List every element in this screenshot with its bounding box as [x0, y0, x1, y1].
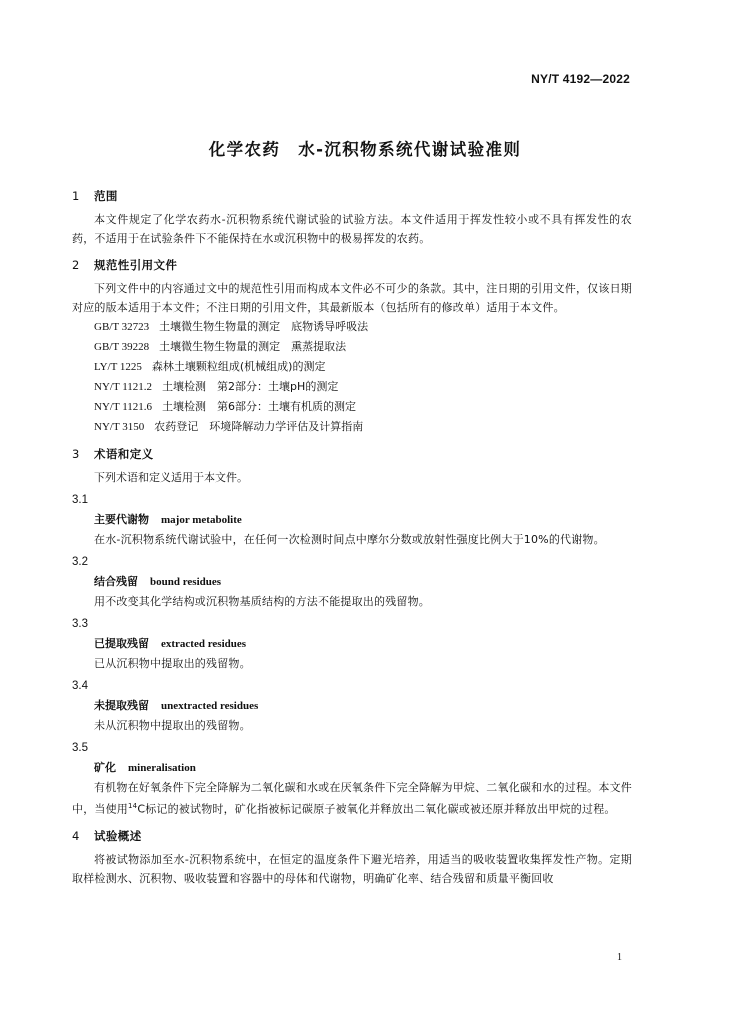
term-definition	[72, 778, 632, 819]
term-cn: 已提取残留	[94, 637, 149, 650]
document-title: 化学农药 水-沉积物系统代谢试验准则	[208, 140, 522, 159]
term-definition-part-b: C标记的被试物时，矿化指被标记碳原子被氧化并释放出二氧化碳或被还原并释放出甲烷的过程。	[137, 802, 616, 816]
section-heading-1	[72, 188, 632, 204]
scope-paragraph: 本文件规定了化学农药水-沉积物系统代谢试验的试验方法。本文件适用于挥发性较小或不具有挥发性的农药，不适用于在试验条件下不能保持在水或沉积物中的极易挥发的农药。	[72, 213, 632, 245]
term-number: 3.1	[72, 494, 88, 506]
reference-code: LY/T 1225	[94, 361, 142, 373]
reference-item	[72, 377, 632, 397]
test-overview-paragraph: 将被试物添加至水-沉积物系统中，在恒定的温度条件下避光培养，用适当的吸收装置收集挥发性产物。定期取样检测水、沉积物、吸收装置和容器中的母体和代谢物，明确矿化率、结合残留和质量平衡回收	[72, 852, 632, 885]
reference-item	[72, 417, 632, 437]
standard-code: NY/T 4192—2022	[531, 72, 630, 86]
reference-title: 农药登记 环境降解动力学评估及计算指南	[154, 420, 364, 433]
reference-title: 土壤检测 第6部分：土壤有机质的测定	[162, 400, 357, 413]
section-number: 4	[72, 828, 80, 843]
section-number: 3	[72, 447, 80, 461]
terms-intro: 下列术语和定义适用于本文件。	[94, 471, 248, 484]
section-number: 2	[72, 258, 80, 272]
term-definition: 未从沉积物中提取出的残留物。	[94, 719, 251, 732]
reference-code: GB/T 39228	[94, 341, 150, 353]
term-number: 3.4	[72, 680, 88, 692]
reference-code: GB/T 32723	[94, 321, 150, 333]
term-cn: 矿化	[94, 761, 116, 774]
reference-code: NY/T 1121.2	[94, 381, 153, 393]
reference-code: NY/T 3150	[94, 421, 145, 433]
normative-references-paragraph: 下列文件中的内容通过文中的规范性引用而构成本文件必不可少的条款。其中，注日期的引用文件，仅该日期对应的版本适用于本文件；不注日期的引用文件，其最新版本（包括所有的修改单）适用于本文件。	[72, 282, 632, 314]
term-cn: 主要代谢物	[94, 513, 149, 526]
term-cn: 未提取残留	[94, 699, 149, 712]
term-definition: 用不改变其化学结构或沉积物基质结构的方法不能提取出的残留物。	[94, 595, 430, 608]
term-name	[72, 758, 632, 778]
term-cn: 结合残留	[94, 575, 138, 588]
reference-title: 土壤微生物生物量的测定 底物诱导呼吸法	[159, 320, 369, 333]
section-heading-4	[72, 828, 632, 844]
term-name	[72, 696, 632, 716]
section-title: 范围	[94, 189, 118, 203]
reference-title: 土壤微生物生物量的测定 熏蒸提取法	[159, 340, 347, 353]
section-title: 术语和定义	[94, 447, 154, 461]
term-definition-part-a: 有机物在好氧条件下完全降解为二氧化碳和水或在厌氧条件下完全降解为甲烷、二氧化碳和水的过程。本文件中，当使用	[72, 781, 632, 816]
reference-item	[72, 317, 632, 337]
section-title: 试验概述	[94, 828, 142, 843]
section-heading-3	[72, 446, 632, 462]
reference-code: NY/T 1121.6	[94, 401, 153, 413]
reference-item	[72, 357, 632, 377]
term-en: extracted residues	[161, 638, 247, 650]
term-number: 3.2	[72, 556, 88, 568]
isotope-superscript: 14	[128, 802, 138, 810]
term-number: 3.5	[72, 742, 88, 754]
term-en: unextracted residues	[161, 700, 259, 712]
reference-title: 土壤检测 第2部分：土壤pH的测定	[162, 380, 339, 393]
term-number: 3.3	[72, 618, 88, 630]
page-number: 1	[617, 952, 622, 963]
section-title: 规范性引用文件	[94, 258, 178, 272]
reference-title: 森林土壤颗粒组成(机械组成)的测定	[151, 360, 326, 373]
document-body	[72, 188, 632, 888]
term-en: bound residues	[150, 576, 222, 588]
section-heading-2	[72, 257, 632, 273]
term-definition: 已从沉积物中提取出的残留物。	[94, 657, 251, 670]
section-number: 1	[72, 189, 80, 203]
term-en: major metabolite	[161, 514, 242, 526]
term-name	[72, 510, 632, 530]
term-name	[72, 572, 632, 592]
term-en: mineralisation	[128, 762, 196, 774]
reference-item	[72, 337, 632, 357]
term-name	[72, 634, 632, 654]
reference-item	[72, 397, 632, 417]
term-definition: 在水-沉积物系统代谢试验中，在任何一次检测时间点中摩尔分数或放射性强度比例大于10%的代谢物。	[94, 533, 605, 546]
